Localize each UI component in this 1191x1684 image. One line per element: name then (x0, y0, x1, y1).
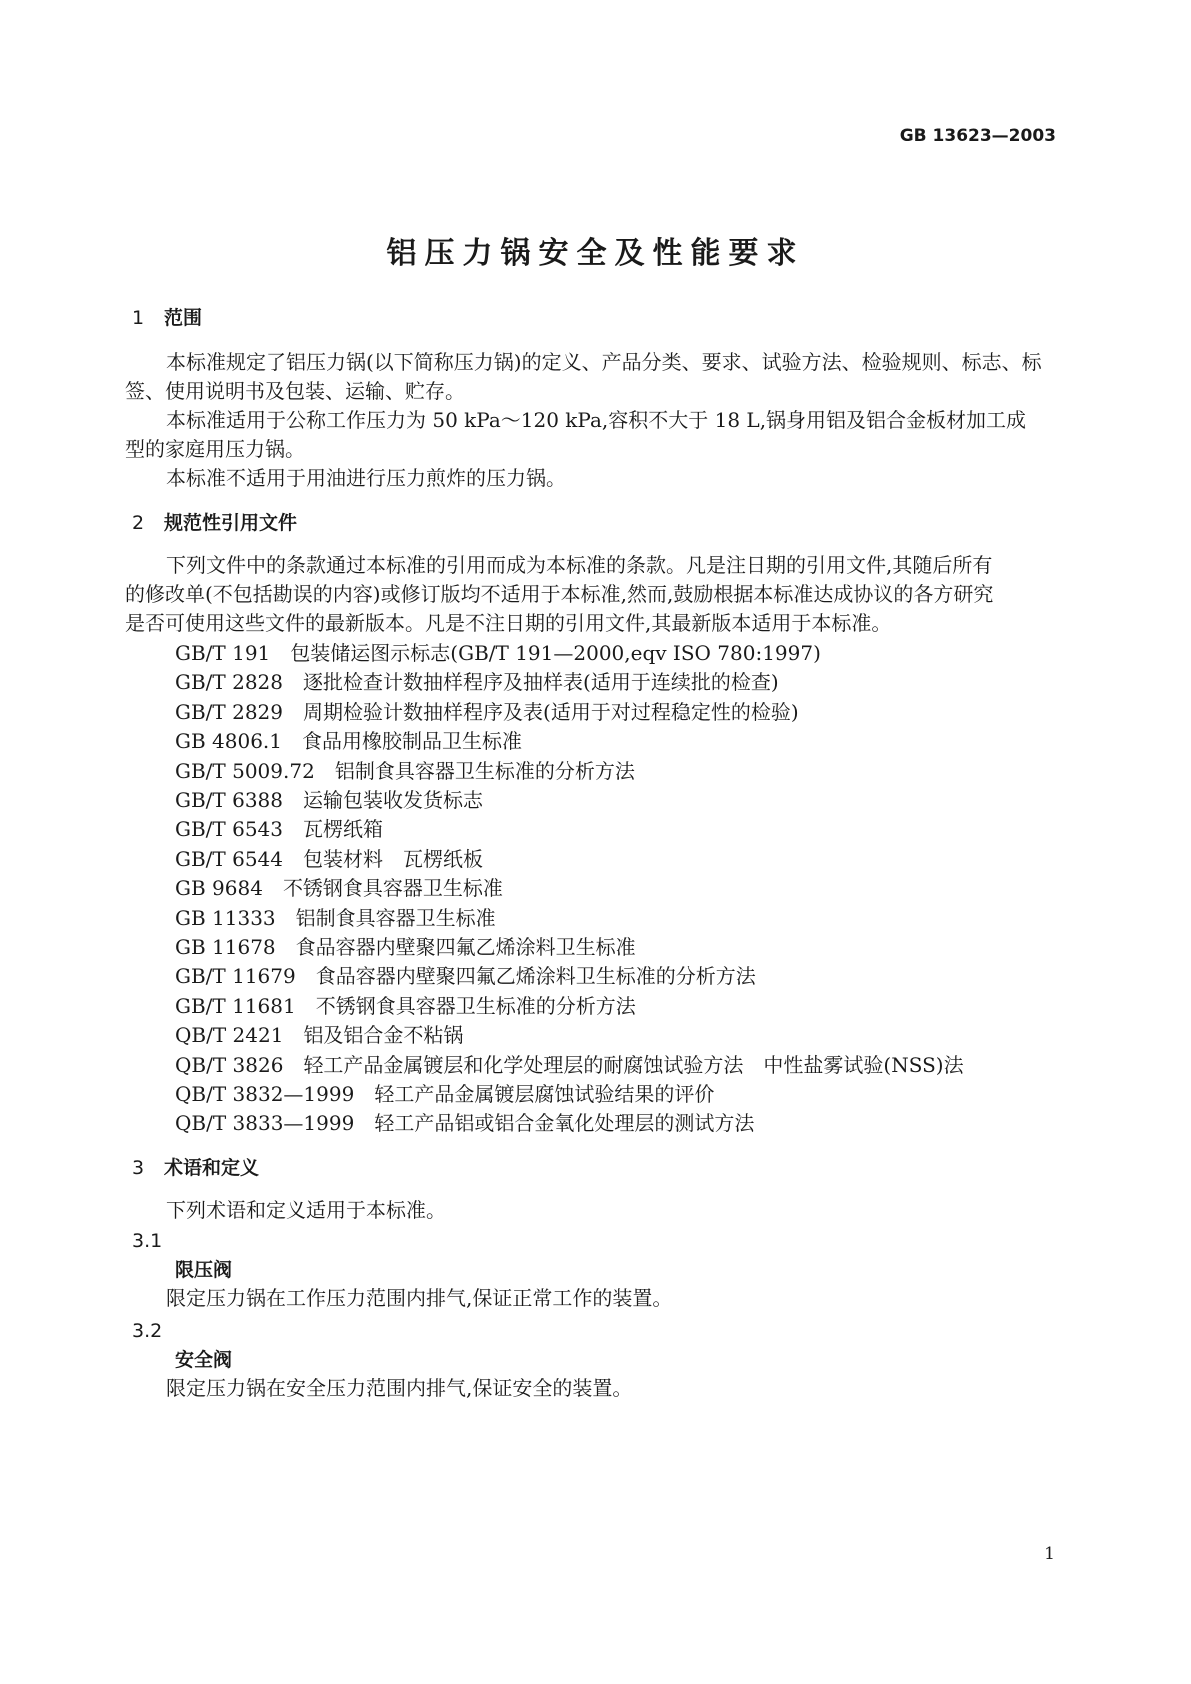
standard-code: GB 13623—2003 (899, 126, 1056, 146)
reference-item (175, 669, 779, 695)
term-name: 限压阀 (175, 1259, 233, 1281)
term-name: 安全阀 (175, 1349, 233, 1371)
paragraph-line: 本标准规定了铝压力锅(以下简称压力锅)的定义、产品分类、要求、试验方法、检验规则、标志、标 (166, 350, 1042, 374)
term-definition: 限定压力锅在安全压力范围内排气,保证安全的装置。 (166, 1376, 633, 1400)
section-title: 规范性引用文件 (164, 512, 298, 534)
reference-title: 周期检验计数抽样程序及表(适用于对过程稳定性的检验) (303, 700, 799, 724)
paragraph-line: 本标准适用于公称工作压力为 50 kPa～120 kPa,容积不大于 18 L,锅身用铝及铝合金板材加工成 (166, 408, 1027, 432)
reference-code: GB/T 6544 (175, 847, 284, 871)
reference-code: QB/T 3833—1999 (175, 1111, 355, 1135)
section-3-intro: 下列术语和定义适用于本标准。 (166, 1198, 446, 1222)
reference-code: GB/T 5009.72 (175, 759, 315, 783)
reference-title: 包装材料 瓦楞纸板 (303, 847, 484, 871)
reference-title: 包装储运图示标志(GB/T 191—2000,eqv ISO 780:1997) (290, 641, 821, 665)
paragraph-line: 下列文件中的条款通过本标准的引用而成为本标准的条款。凡是注日期的引用文件,其随后所有 (166, 553, 993, 577)
reference-item (175, 1110, 754, 1136)
reference-title: 食品用橡胶制品卫生标准 (302, 729, 523, 753)
reference-item (175, 963, 756, 989)
reference-title: 轻工产品金属镀层腐蚀试验结果的评价 (374, 1082, 715, 1106)
reference-item (175, 1081, 714, 1107)
term-definition: 限定压力锅在工作压力范围内排气,保证正常工作的装置。 (166, 1286, 673, 1310)
reference-code: GB 4806.1 (175, 729, 283, 753)
reference-title: 食品容器内壁聚四氟乙烯涂料卫生标准 (295, 935, 636, 959)
reference-item (175, 640, 821, 666)
reference-code: GB/T 191 (175, 641, 271, 665)
reference-code: GB/T 6543 (175, 817, 284, 841)
reference-code: GB/T 6388 (175, 788, 284, 812)
reference-title: 瓦楞纸箱 (303, 817, 384, 841)
reference-title: 轻工产品金属镀层和化学处理层的耐腐蚀试验方法 中性盐雾试验(NSS)法 (303, 1053, 964, 1077)
reference-code: GB/T 2828 (175, 670, 284, 694)
paragraph-line: 本标准不适用于用油进行压力煎炸的压力锅。 (166, 466, 566, 490)
section-number: 1 (132, 307, 145, 329)
reference-code: QB/T 3832—1999 (175, 1082, 355, 1106)
reference-item (175, 934, 636, 960)
reference-code: GB 11333 (175, 906, 276, 930)
reference-title: 食品容器内壁聚四氟乙烯涂料卫生标准的分析方法 (315, 964, 756, 988)
reference-item (175, 993, 636, 1019)
reference-title: 不锈钢食具容器卫生标准 (282, 876, 503, 900)
reference-title: 逐批检查计数抽样程序及抽样表(适用于连续批的检查) (303, 670, 779, 694)
section-1-heading (132, 305, 202, 331)
reference-code: GB/T 11679 (175, 964, 296, 988)
section-3-heading (132, 1155, 259, 1181)
page-number: 1 (1044, 1544, 1055, 1564)
reference-title: 铝制食具容器卫生标准 (295, 906, 496, 930)
reference-item (175, 905, 496, 931)
reference-code: GB 9684 (175, 876, 263, 900)
reference-code: QB/T 2421 (175, 1023, 284, 1047)
reference-item (175, 846, 483, 872)
reference-item (175, 816, 383, 842)
reference-code: QB/T 3826 (175, 1053, 284, 1077)
term-number: 3.1 (132, 1230, 163, 1252)
section-title: 范围 (164, 307, 203, 329)
reference-title: 铝制食具容器卫生标准的分析方法 (334, 759, 635, 783)
reference-item (175, 875, 503, 901)
term-number: 3.2 (132, 1320, 163, 1342)
section-number: 3 (132, 1157, 145, 1179)
paragraph-line: 的修改单(不包括勘误的内容)或修订版均不适用于本标准,然而,鼓励根据本标准达成协议的各方研究 (125, 582, 994, 606)
reference-item (175, 728, 522, 754)
reference-item (175, 758, 635, 784)
reference-item (175, 1022, 463, 1048)
reference-item (175, 787, 483, 813)
paragraph-line: 是否可使用这些文件的最新版本。凡是不注日期的引用文件,其最新版本适用于本标准。 (125, 611, 892, 635)
paragraph-line: 签、使用说明书及包装、运输、贮存。 (125, 379, 465, 403)
reference-item (175, 699, 799, 725)
reference-title: 铝及铝合金不粘锅 (303, 1023, 464, 1047)
reference-code: GB/T 2829 (175, 700, 284, 724)
reference-title: 运输包装收发货标志 (303, 788, 484, 812)
section-title: 术语和定义 (164, 1157, 260, 1179)
reference-title: 轻工产品铝或铝合金氧化处理层的测试方法 (374, 1111, 755, 1135)
reference-code: GB 11678 (175, 935, 276, 959)
reference-title: 不锈钢食具容器卫生标准的分析方法 (315, 994, 636, 1018)
document-title: 铝压力锅安全及性能要求 (386, 236, 805, 271)
reference-code: GB/T 11681 (175, 994, 296, 1018)
section-2-heading (132, 510, 297, 536)
paragraph-line: 型的家庭用压力锅。 (125, 437, 305, 461)
reference-item (175, 1052, 964, 1078)
section-number: 2 (132, 512, 145, 534)
